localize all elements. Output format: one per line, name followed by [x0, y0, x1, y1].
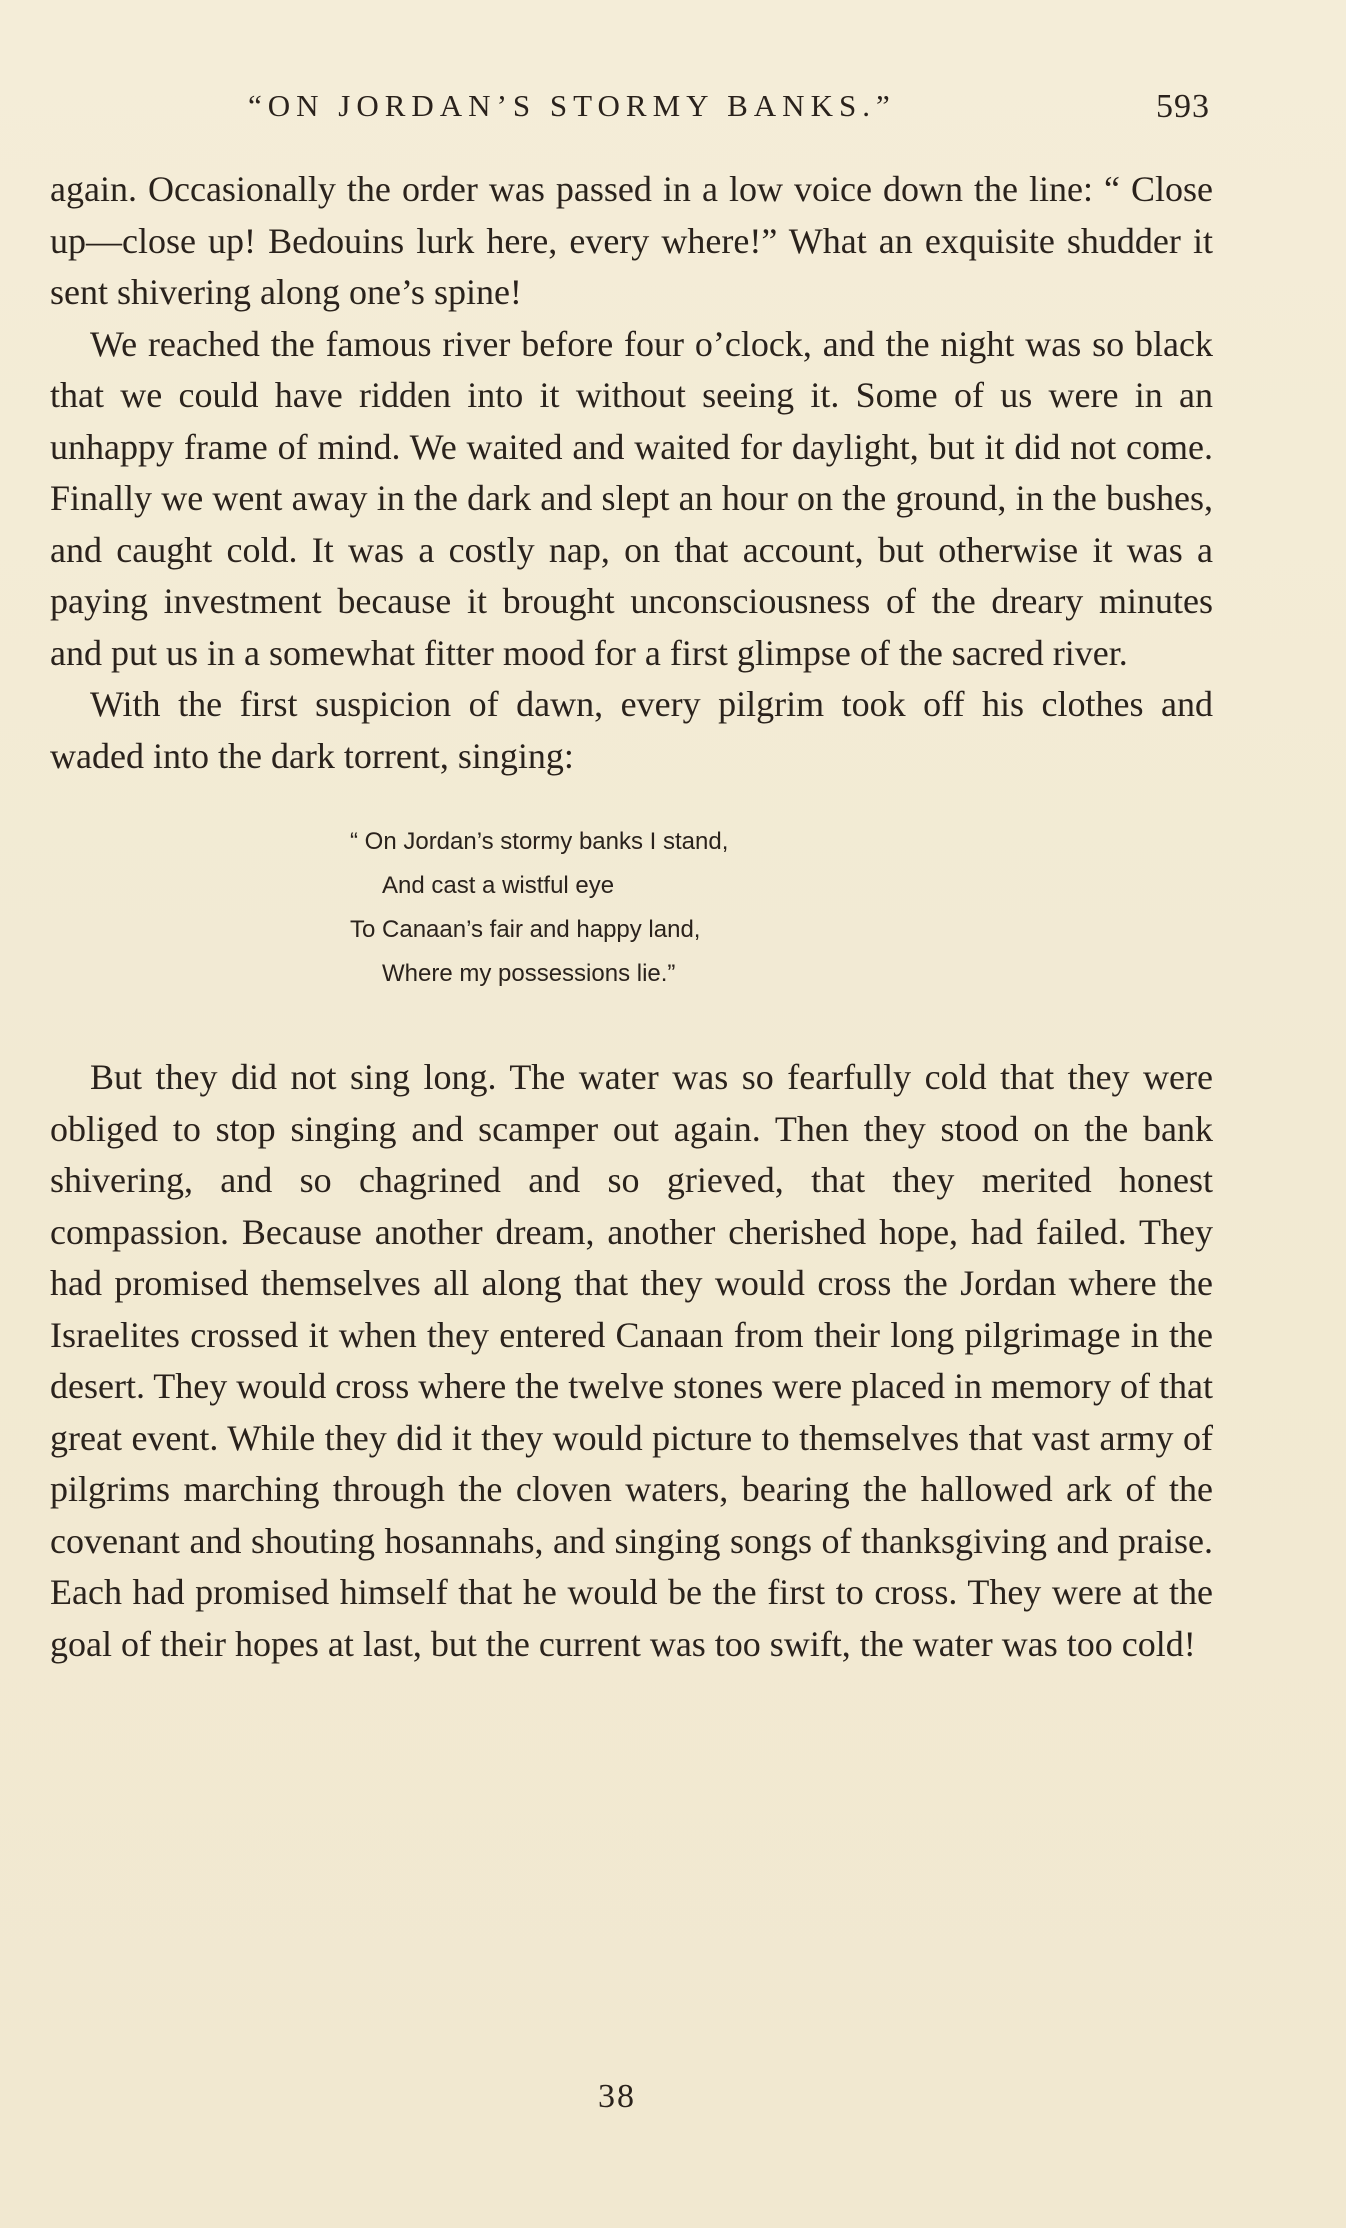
page-number: 593: [1156, 88, 1210, 125]
paragraph-1: again. Occasionally the order was passed in a low voice down the line: “ Close up—close up! Bedouins lurk here, every where!” What an exquisite shudder it sent shivering along one’s spine!: [50, 169, 1213, 312]
hymn-line-4: Where my possessions lie.”: [382, 960, 676, 987]
hymn-line-3: To Canaan’s fair and happy land,: [350, 916, 701, 943]
paragraph-3: With the first suspicion of dawn, every pilgrim took off his clothes and waded into the dark torrent, singing:: [50, 684, 1213, 776]
hymn-line-1: “ On Jordan’s stormy banks I stand,: [350, 828, 729, 855]
paragraph-4: But they did not sing long. The water was so fearfully cold that they were obliged to stop singing and scamper out again. Then they stood on the bank shivering, and so chagrined and so grieved, that they merited honest compassion. Because another dream, another cherished hope, had failed. They had promised themselves all along that they would cross the Jordan where the Israelites crossed it when they entered Canaan from their long pilgrimage in the desert. They would cross where the twelve stones were placed in memory of that great event. While they did it they would picture to themselves that vast army of pilgrims marching through the cloven waters, bearing the hallowed ark of the covenant and shouting hosannahs, and singing songs of thanksgiving and praise. Each had promised himself that he would be the first to cross. They were at the goal of their hopes at last, but the current was too swift, the water was too cold!: [50, 1057, 1213, 1664]
paragraph-2: We reached the famous river before four o’clock, and the night was so black that we could have ridden into it without seeing it. Some of us were in an unhappy frame of mind. We waited and waited for daylight, but it did not come. Finally we went away in the dark and slept an hour on the ground, in the bushes, and caught cold. It was a costly nap, on that account, but otherwise it was a paying investment because it brought unconsciousness of the dreary minutes and put us in a somewhat fitter mood for a first glimpse of the sacred river.: [50, 323, 1213, 673]
signature-mark: 38: [598, 2078, 636, 2115]
hymn-line-2: And cast a wistful eye: [382, 872, 615, 899]
hymn-quotation: [50, 820, 1213, 996]
running-header: [248, 88, 1210, 134]
running-title: “ON JORDAN’S STORMY BANKS.”: [248, 88, 896, 123]
page-body: [50, 164, 1213, 1670]
